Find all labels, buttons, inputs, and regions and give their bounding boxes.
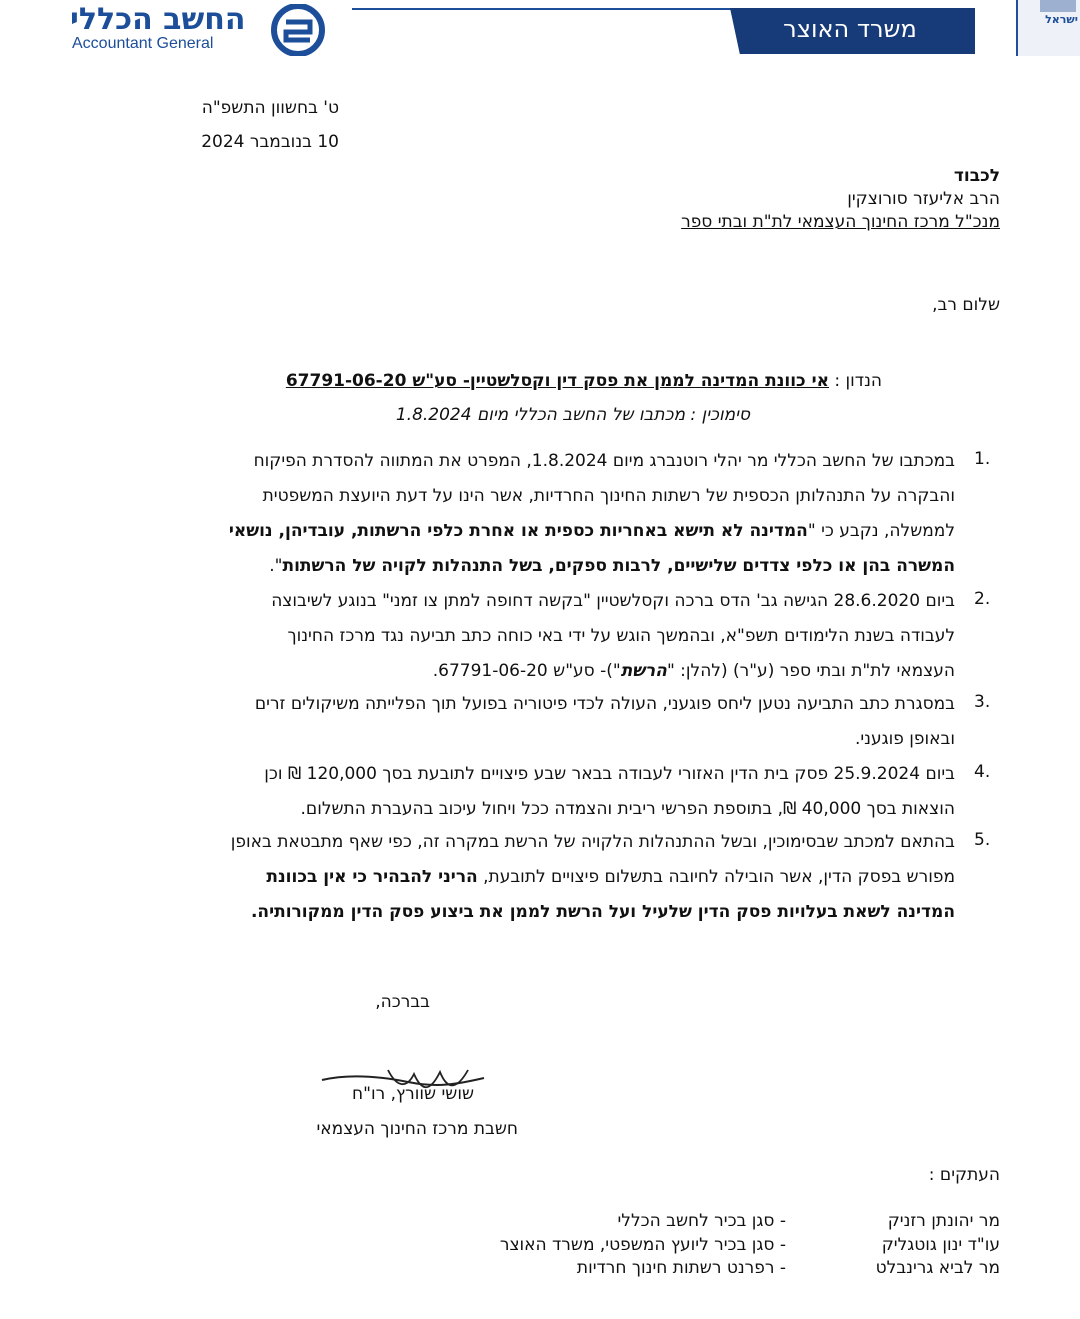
paragraph-text: העצמאי לת"ת ובתי ספר (ע"ר) (להלן: " [666,661,955,681]
copy-recipient-name: עו"ד ינון גוטגליק [881,1235,1000,1255]
greeting: שלום רב, [932,295,1000,315]
subject-line [286,371,882,391]
paragraph-emphasis: המדינה לא תישא באחריות כספית או אחרת כלפי הרשתות, עובדיהן, נושאי [228,521,808,541]
paragraph-line: לעבודה בשנת הלימודים תשפ"א, ובהמשך הוגש על ידי באי כוחה כתב תביעה נגד מרכז החינוך [287,626,955,646]
paragraph-text: ")- סע"ש 67791-06-20. [432,661,621,681]
copy-recipient-name: מר יהונתן רזניק [887,1211,1000,1231]
copy-recipient-role: - רפרנט רשתות חינוך חרדיות [576,1258,786,1278]
date-hebrew: ט' בחשוון התשפ"ה [201,98,339,118]
paragraph-line: במסגרת כתב התביעה נטען ליחס פוגעני, העולה לכדי פיטוריה בפועל תוך הפלייתה משיקולים זרים [254,694,955,714]
paragraph-line: ביום 25.9.2024 פסק בית הדין האזורי לעבודה בבאר שבע פיצויים לתובעת בסך 120,000 ₪ וכן [264,764,955,784]
closing: בברכה, [375,992,430,1012]
recipient-title: מנכ"ל מרכז החינוך העצמאי לת"ת ובתי ספר [681,212,1000,232]
paragraph-text: לממשלה, נקבע כי " [807,521,955,541]
paragraph-3 [125,687,955,757]
accountant-general-subtitle: Accountant General [72,35,214,52]
paragraph-line [125,860,955,895]
state-emblem-icon [1016,0,1080,56]
paragraph-4 [125,757,955,827]
copy-recipient-role: - סגן בכיר לחשב הכללי [617,1211,786,1231]
paragraph-line [125,654,955,689]
paragraph-text: ". [269,556,283,576]
accountant-general-logo-icon [256,4,340,56]
paragraph-line: הוצאות בסך 40,000 ₪, בתוספת הפרשי ריבית והצמדה ככל ויחול עיכוב בהעברת התשלום. [300,799,955,819]
ministry-name: משרד האוצר [783,15,917,43]
paragraph-line [125,514,955,549]
paragraph-line: והבקרה על התנהלותן הכספית של רשתות החינוך החרדיות, אשר הינו על דעת היועצת המשפטית [262,486,955,506]
paragraph-number: 4. [974,762,991,782]
header-rule [352,8,732,10]
accountant-general-title: החשב הכללי [70,2,246,37]
paragraph-5 [125,825,955,930]
paragraph-1 [125,444,955,584]
copy-recipient-role: - סגן בכיר ליועץ המשפטי, משרד האוצר [499,1235,786,1255]
date-gregorian: 10 בנובמבר 2024 [201,132,339,152]
paragraph-emphasis: המשרה בהן או כלפי צדדים שלישיים, לרבות ספקים, בשל התנהלות לקויה של הרשתות [282,556,955,576]
paragraph-line: בהתאם למכתב שבסימוכין, ובשל ההתנהלות הלקויה של הרשת במקרה זה, כפי שאף מתבטאת באופן [230,832,955,852]
subject-text: אי כוונת המדינה לממן את פסק דין וקסלשטיין- סע"ש 67791-06-20 [285,371,829,391]
recipient-name: הרב אליעזר סורוצקין [847,189,1000,209]
paragraph-text: מפורש בפסק הדין, אשר הובילה לחיובה בתשלום פיצויים לתובעת, [477,867,955,887]
paragraph-line [125,895,955,930]
paragraph-2 [125,584,955,689]
paragraph-emphasis: הרשת [620,661,667,681]
paragraph-number: 2. [974,589,991,609]
paragraph-number: 1. [974,449,991,469]
paragraph-emphasis: המדינה לשאת בעלויות פסק הדין שלעיל ועל הרשת לממן את ביצוע פסק הדין ממקורותיה. [250,902,955,922]
paragraph-emphasis: הריני להבהיר כי אין בכוונת [266,867,478,887]
subject-label: הנדון : [834,371,882,391]
signature-title: חשבת מרכז החינוך העצמאי [316,1119,518,1139]
copy-recipient-name: מר לביא גרינבלט [875,1258,1000,1278]
subject-reference: סימוכין : מכתבו של החשב הכללי מיום 1.8.2024 [395,405,750,425]
copies-label: העתקים : [928,1165,1000,1185]
recipient-to-label: לכבוד [953,166,1000,186]
paragraph-line: במכתבו של החשב הכללי מר יהלי רוטנברג מיום 1.8.2024, המפרט את המתווה להסדרת הפיקוח [253,451,955,471]
paragraph-line: ובאופן פוגעני. [854,729,955,749]
signature-name: שושי שוורץ, רו"ח [352,1084,474,1104]
paragraph-line [125,549,955,584]
paragraph-number: 3. [974,692,991,712]
emblem-label: ישראל [1045,13,1078,26]
paragraph-number: 5. [974,830,991,850]
paragraph-line: ביום 28.6.2020 הגישה גב' הדס ברכה וקסלשטיין "בקשה דחופה למתן צו זמני" בנוגע לשיבוצה [271,591,955,611]
